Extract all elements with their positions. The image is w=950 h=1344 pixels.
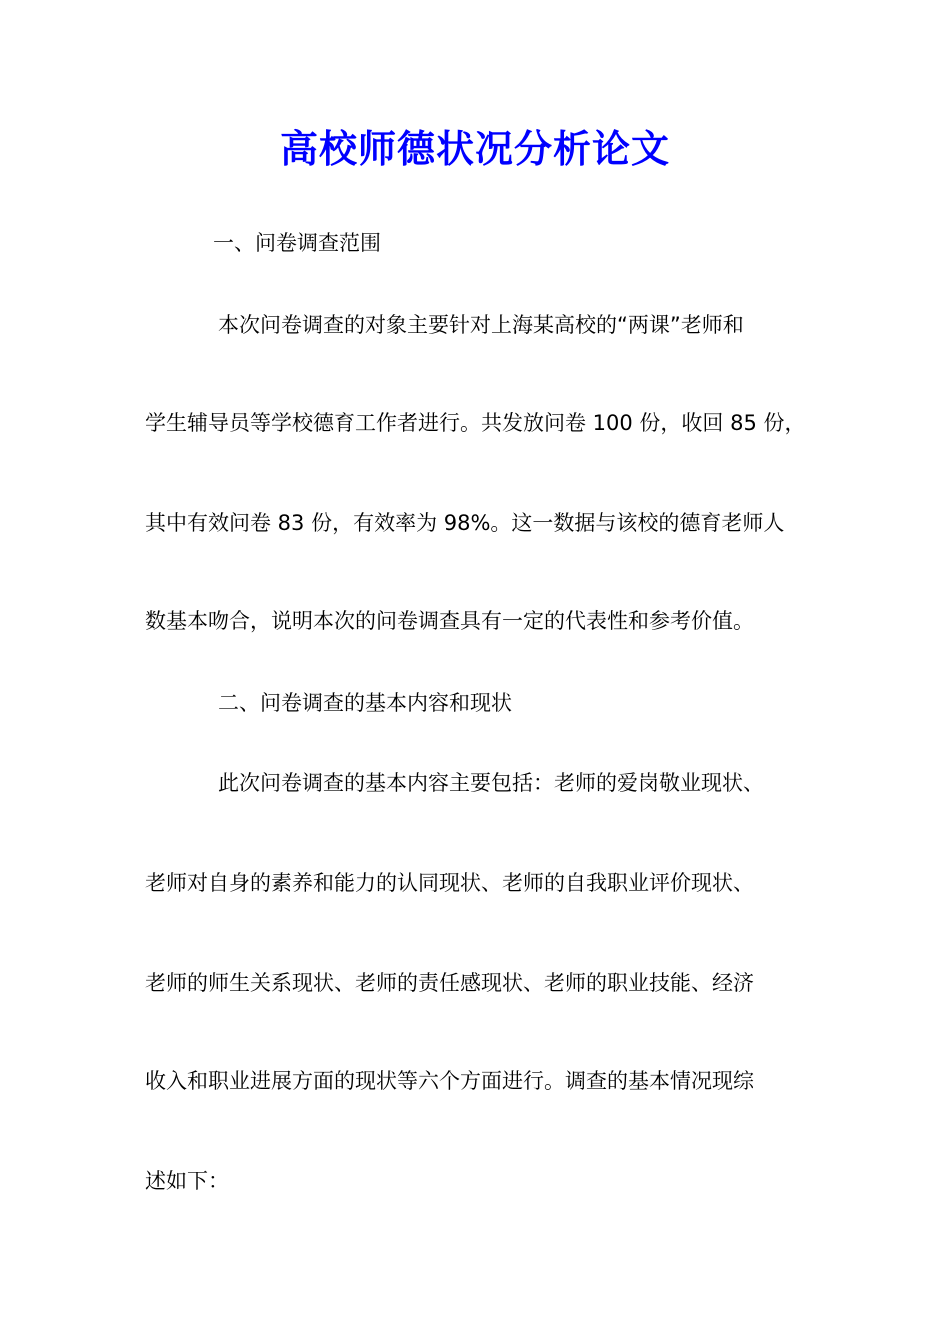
section-1-heading: 一、问卷调查范围 bbox=[213, 231, 381, 255]
document-title: 高校师德状况分析论文 bbox=[279, 126, 670, 171]
section-2-paragraph-line: 收入和职业进展方面的现状等六个方面进行。调查的基本情况现综 bbox=[145, 1069, 754, 1093]
section-1-paragraph-line: 数基本吻合，说明本次的问卷调查具有一定的代表性和参考价值。 bbox=[145, 609, 754, 633]
section-2-paragraph-line: 老师对自身的素养和能力的认同现状、老师的自我职业评价现状、 bbox=[145, 871, 754, 895]
section-2-paragraph-line: 老师的师生关系现状、老师的责任感现状、老师的职业技能、经济 bbox=[145, 971, 754, 995]
section-2-paragraph-line: 述如下： bbox=[145, 1169, 229, 1193]
section-1-paragraph-line: 本次问卷调查的对象主要针对上海某高校的“两课”老师和 bbox=[218, 313, 744, 337]
section-1-paragraph-line: 其中有效问卷 83 份，有效率为 98%。这一数据与该校的德育老师人 bbox=[145, 511, 785, 535]
section-2-heading: 二、问卷调查的基本内容和现状 bbox=[218, 691, 512, 715]
section-2-paragraph-line: 此次问卷调查的基本内容主要包括：老师的爱岗敬业现状、 bbox=[218, 771, 764, 795]
section-1-paragraph-line: 学生辅导员等学校德育工作者进行。共发放问卷 100 份，收回 85 份， bbox=[145, 411, 806, 435]
